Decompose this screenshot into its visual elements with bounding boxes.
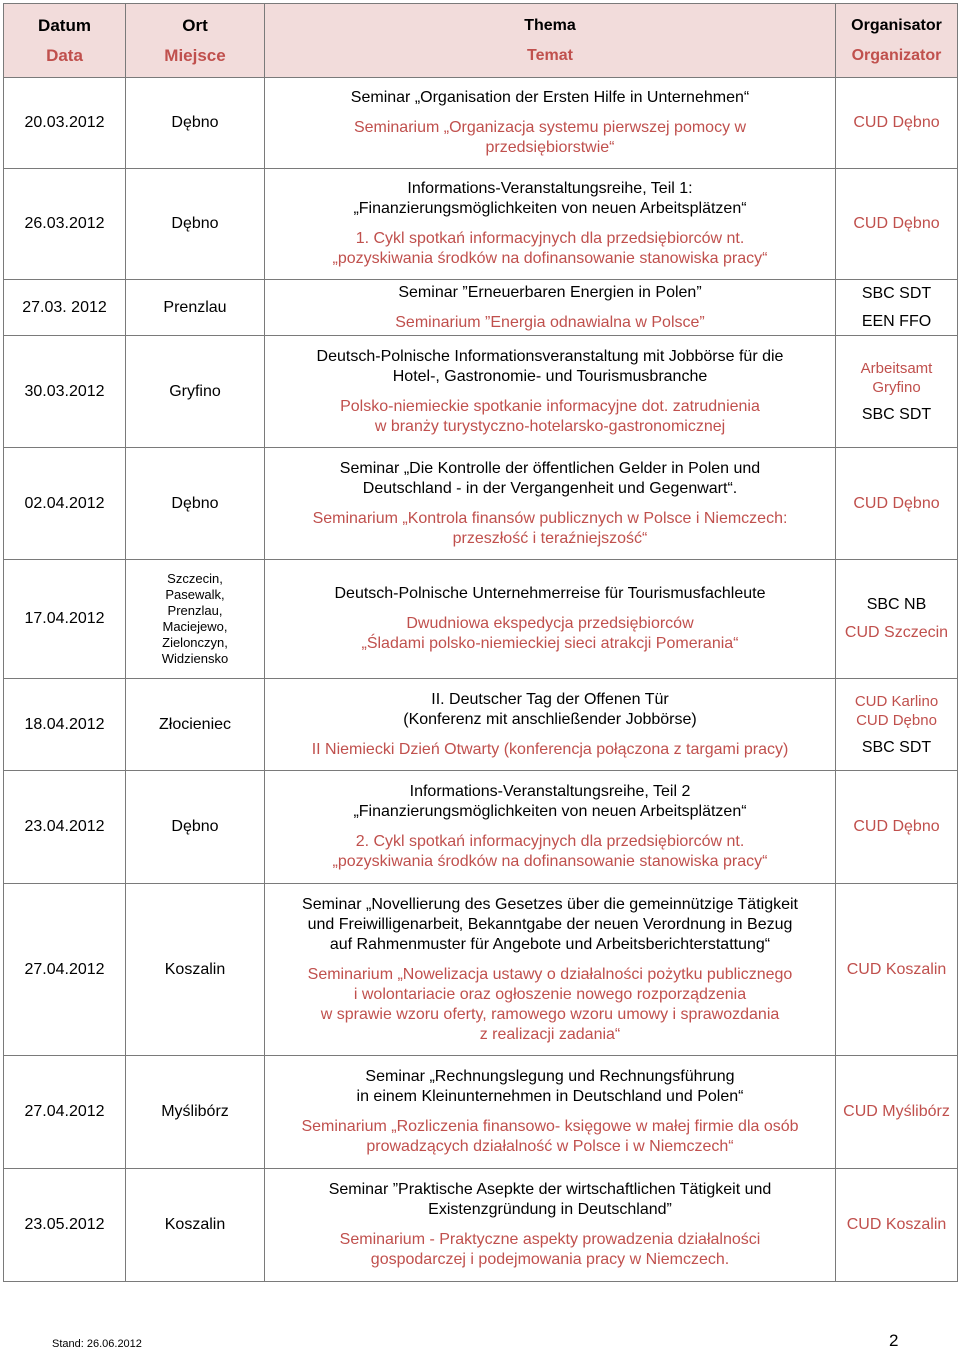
event-date: 27.04.2012 xyxy=(4,1056,126,1169)
table-row xyxy=(4,280,958,336)
theme-german-line: Seminar „Rechnungslegung und Rechnungsführung xyxy=(365,1068,735,1085)
footer-page-number: 2 xyxy=(889,1331,899,1350)
event-place: Koszalin xyxy=(126,1169,265,1282)
theme-german-line: Informations-Veranstaltungsreihe, Teil 1: xyxy=(407,180,693,197)
header-theme xyxy=(265,4,836,78)
header-place xyxy=(126,4,265,78)
event-date: 27.03. 2012 xyxy=(4,280,126,336)
theme-polish xyxy=(269,229,831,269)
theme-polish-line: „pozyskiwania środków na dofinansowanie stanowiska pracy“ xyxy=(332,250,768,267)
event-theme xyxy=(265,1056,836,1169)
event-place: Koszalin xyxy=(126,884,265,1056)
organizer-name: CUD Szczecin xyxy=(844,624,949,641)
event-place-line: Szczecin, xyxy=(167,571,223,586)
organizer-polish: CUD Dębno xyxy=(856,711,937,729)
event-theme xyxy=(265,560,836,679)
event-place-line: Widziensko xyxy=(161,651,229,666)
theme-german xyxy=(269,1180,831,1220)
theme-polish xyxy=(269,118,831,158)
event-place-line: Zielonczyn, xyxy=(162,635,228,650)
theme-polish-line: prowadzących działalność w Polsce i w Niemczech“ xyxy=(366,1138,734,1155)
theme-german-line: „Finanzierungsmöglichkeiten von neuen Arbeitsplätzen“ xyxy=(353,803,747,820)
event-organizer xyxy=(836,1169,958,1282)
organizer-name: CUD Dębno xyxy=(853,818,940,835)
theme-german-line: Seminar „Die Kontrolle der öffentlichen Gelder in Polen und xyxy=(339,459,761,477)
event-organizer xyxy=(836,1056,958,1169)
theme-german-line: Deutsch-Polnische Unternehmerreise für Tourismusfachleute xyxy=(334,585,766,602)
theme-polish-line: Seminarium - Praktyczne aspekty prowadzenia działalności xyxy=(339,1231,761,1248)
table-row xyxy=(4,679,958,771)
theme-polish xyxy=(269,509,831,549)
event-date: 17.04.2012 xyxy=(4,560,126,679)
event-organizer xyxy=(836,448,958,560)
event-place: Dębno xyxy=(126,771,265,884)
theme-german-line: Seminar „Novellierung des Gesetzes über die gemeinnützige Tätigkeit xyxy=(302,895,798,913)
theme-polish xyxy=(269,313,831,333)
event-date: 20.03.2012 xyxy=(4,78,126,169)
theme-german xyxy=(269,88,831,108)
event-organizer xyxy=(836,771,958,884)
event-theme xyxy=(265,1169,836,1282)
event-place-line: Prenzlau, xyxy=(167,603,223,618)
organizer-name: CUD Dębno xyxy=(853,215,940,232)
schedule-table xyxy=(3,3,958,1282)
table-row xyxy=(4,560,958,679)
theme-polish xyxy=(269,740,831,760)
header-date-pl: Data xyxy=(46,45,83,65)
theme-polish-line: przedsiębiorstwie“ xyxy=(485,139,615,156)
header-org-pl: Organizator xyxy=(851,46,942,64)
event-theme xyxy=(265,884,836,1056)
theme-german xyxy=(269,895,831,955)
event-theme xyxy=(265,771,836,884)
event-theme xyxy=(265,280,836,336)
event-place-line: Maciejewo, xyxy=(162,619,228,634)
theme-polish-line: Seminarium „Organizacja systemu pierwszej pomocy w xyxy=(353,119,747,136)
organizer-name: CUD Myślibórz xyxy=(843,1103,950,1120)
table-row xyxy=(4,448,958,560)
header-row xyxy=(4,4,958,78)
event-organizer xyxy=(836,280,958,336)
header-date-de: Datum xyxy=(38,15,91,35)
event-theme xyxy=(265,448,836,560)
organizer-name: CUD Koszalin xyxy=(846,1216,947,1233)
theme-polish-line: w branży turystyczno-hotelarsko-gastronomicznej xyxy=(374,417,726,435)
header-organizer xyxy=(836,4,958,78)
theme-polish xyxy=(269,965,831,1045)
table-row xyxy=(4,1056,958,1169)
header-theme-de: Thema xyxy=(524,16,576,34)
event-date: 30.03.2012 xyxy=(4,336,126,448)
table-row xyxy=(4,78,958,169)
theme-german xyxy=(269,347,831,387)
organizer-name: CUD Koszalin xyxy=(846,960,947,978)
event-place: Prenzlau xyxy=(126,280,265,336)
theme-german xyxy=(269,283,831,303)
theme-german-line: Deutschland - in der Vergangenheit und Gegenwart“. xyxy=(362,479,738,497)
theme-german xyxy=(269,179,831,219)
event-place-line: Pasewalk, xyxy=(165,587,225,602)
table-row xyxy=(4,336,958,448)
theme-polish-line: Polsko-niemieckie spotkanie informacyjne dot. zatrudnienia xyxy=(340,397,760,415)
event-organizer xyxy=(836,78,958,169)
event-place: Myślibórz xyxy=(126,1056,265,1169)
header-place-pl: Miejsce xyxy=(164,45,226,65)
event-date: 27.04.2012 xyxy=(4,884,126,1056)
organizer-name: EEN FFO xyxy=(861,312,932,330)
event-organizer xyxy=(836,884,958,1056)
theme-polish xyxy=(269,1117,831,1157)
event-place xyxy=(126,560,265,679)
event-place: Dębno xyxy=(126,169,265,280)
event-date: 18.04.2012 xyxy=(4,679,126,771)
theme-polish xyxy=(269,397,831,437)
theme-german-line: und Freiwilligenarbeit, Bekanntgabe der neuen Verordnung in Bezug xyxy=(307,915,793,933)
theme-polish-line: Seminarium „Kontrola finansów publicznych w Polsce i Niemczech: xyxy=(312,509,788,527)
theme-german-line: „Finanzierungsmöglichkeiten von neuen Arbeitsplätzen“ xyxy=(353,200,747,217)
organizer-name: SBC NB xyxy=(866,596,927,613)
event-place: Dębno xyxy=(126,448,265,560)
theme-polish xyxy=(269,1230,831,1270)
organizer-name: SBC SDT xyxy=(861,284,932,302)
event-theme xyxy=(265,169,836,280)
organizer-name: SBC SDT xyxy=(861,738,932,756)
theme-german-line: in einem Kleinunternehmen in Deutschland und Polen“ xyxy=(356,1088,744,1105)
theme-german xyxy=(269,584,831,604)
theme-polish-line: przeszłość i teraźniejszość“ xyxy=(452,529,648,547)
theme-polish-line: „Śladami polsko-niemieckiej sieci atrakcji Pomerania“ xyxy=(361,635,739,652)
event-organizer xyxy=(836,679,958,771)
organizer-polish: CUD Karlino xyxy=(854,692,939,710)
footer-stand-date: Stand: 26.06.2012 xyxy=(52,1338,142,1350)
theme-polish-line: II Niemiecki Dzień Otwarty (konferencja połączona z targami pracy) xyxy=(311,740,789,758)
table-row xyxy=(4,884,958,1056)
theme-german-line: Seminar „Organisation der Ersten Hilfe in Unternehmen“ xyxy=(350,89,750,106)
theme-german xyxy=(269,1067,831,1107)
organizer-name: SBC SDT xyxy=(861,405,932,423)
theme-polish-line: „pozyskiwania środków na dofinansowanie stanowiska pracy“ xyxy=(332,853,768,870)
event-place: Dębno xyxy=(126,78,265,169)
event-date: 26.03.2012 xyxy=(4,169,126,280)
event-theme xyxy=(265,679,836,771)
theme-german-line: Seminar ”Erneuerbaren Energien in Polen” xyxy=(398,283,702,301)
theme-polish-line: Seminarium ”Energia odnawialna w Polsce” xyxy=(395,313,705,331)
theme-german xyxy=(269,782,831,822)
event-place: Gryfino xyxy=(126,336,265,448)
theme-polish-line: 1. Cykl spotkań informacyjnych dla przedsiębiorców nt. xyxy=(355,230,745,247)
theme-german-line: Deutsch-Polnische Informationsveranstaltung mit Jobbörse für die xyxy=(316,347,784,365)
theme-polish-line: Seminarium „Nowelizacja ustawy o działalności pożytku publicznego xyxy=(307,965,793,983)
theme-polish-line: Seminarium „Rozliczenia finansowo- księgowe w małej firmie dla osób xyxy=(301,1118,799,1135)
event-organizer xyxy=(836,169,958,280)
header-place-de: Ort xyxy=(182,15,208,35)
theme-polish-line: 2. Cykl spotkań informacyjnych dla przedsiębiorców nt. xyxy=(355,833,745,850)
event-theme xyxy=(265,336,836,448)
theme-german-line: Hotel-, Gastronomie- und Tourismusbranche xyxy=(392,367,708,385)
theme-german-line: Informations-Veranstaltungsreihe, Teil 2 xyxy=(409,783,691,800)
header-org-de: Organisator xyxy=(851,16,942,34)
theme-german-line: auf Rahmenmuster für Angebote und Arbeitsberichterstattung“ xyxy=(329,935,771,953)
event-date: 23.05.2012 xyxy=(4,1169,126,1282)
header-date xyxy=(4,4,126,78)
theme-polish xyxy=(269,614,831,654)
theme-german-line: (Konferenz mit anschließender Jobbörse) xyxy=(403,710,697,728)
event-place: Złocieniec xyxy=(126,679,265,771)
theme-polish-line: Dwudniowa ekspedycja przedsiębiorców xyxy=(406,615,694,632)
event-organizer xyxy=(836,336,958,448)
theme-german xyxy=(269,690,831,730)
event-date: 23.04.2012 xyxy=(4,771,126,884)
table-row xyxy=(4,169,958,280)
table-row xyxy=(4,771,958,884)
theme-german-line: II. Deutscher Tag der Offenen Tür xyxy=(431,690,669,708)
organizer-name: CUD Dębno xyxy=(853,494,940,512)
header-theme-pl: Temat xyxy=(527,46,573,64)
theme-polish-line: gospodarczej i podejmowania pracy w Niemczech. xyxy=(370,1251,730,1268)
theme-german xyxy=(269,459,831,499)
organizer-polish: Arbeitsamt xyxy=(860,359,933,377)
theme-polish-line: w sprawie wzoru oferty, ramowego wzoru umowy i sprawozdania xyxy=(320,1005,780,1023)
event-organizer xyxy=(836,560,958,679)
event-date: 02.04.2012 xyxy=(4,448,126,560)
table-row xyxy=(4,1169,958,1282)
theme-polish xyxy=(269,832,831,872)
organizer-polish: Gryfino xyxy=(872,378,921,396)
theme-german-line: Existenzgründung in Deutschland” xyxy=(428,1201,672,1218)
theme-german-line: Seminar ”Praktische Asepkte der wirtschaftlichen Tätigkeit und xyxy=(328,1181,772,1198)
theme-polish-line: i wolontariacie oraz ogłoszenie nowego rozporządzenia xyxy=(353,985,747,1003)
organizer-name: CUD Dębno xyxy=(853,114,940,131)
theme-polish-line: z realizacji zadania“ xyxy=(479,1025,621,1043)
event-theme xyxy=(265,78,836,169)
